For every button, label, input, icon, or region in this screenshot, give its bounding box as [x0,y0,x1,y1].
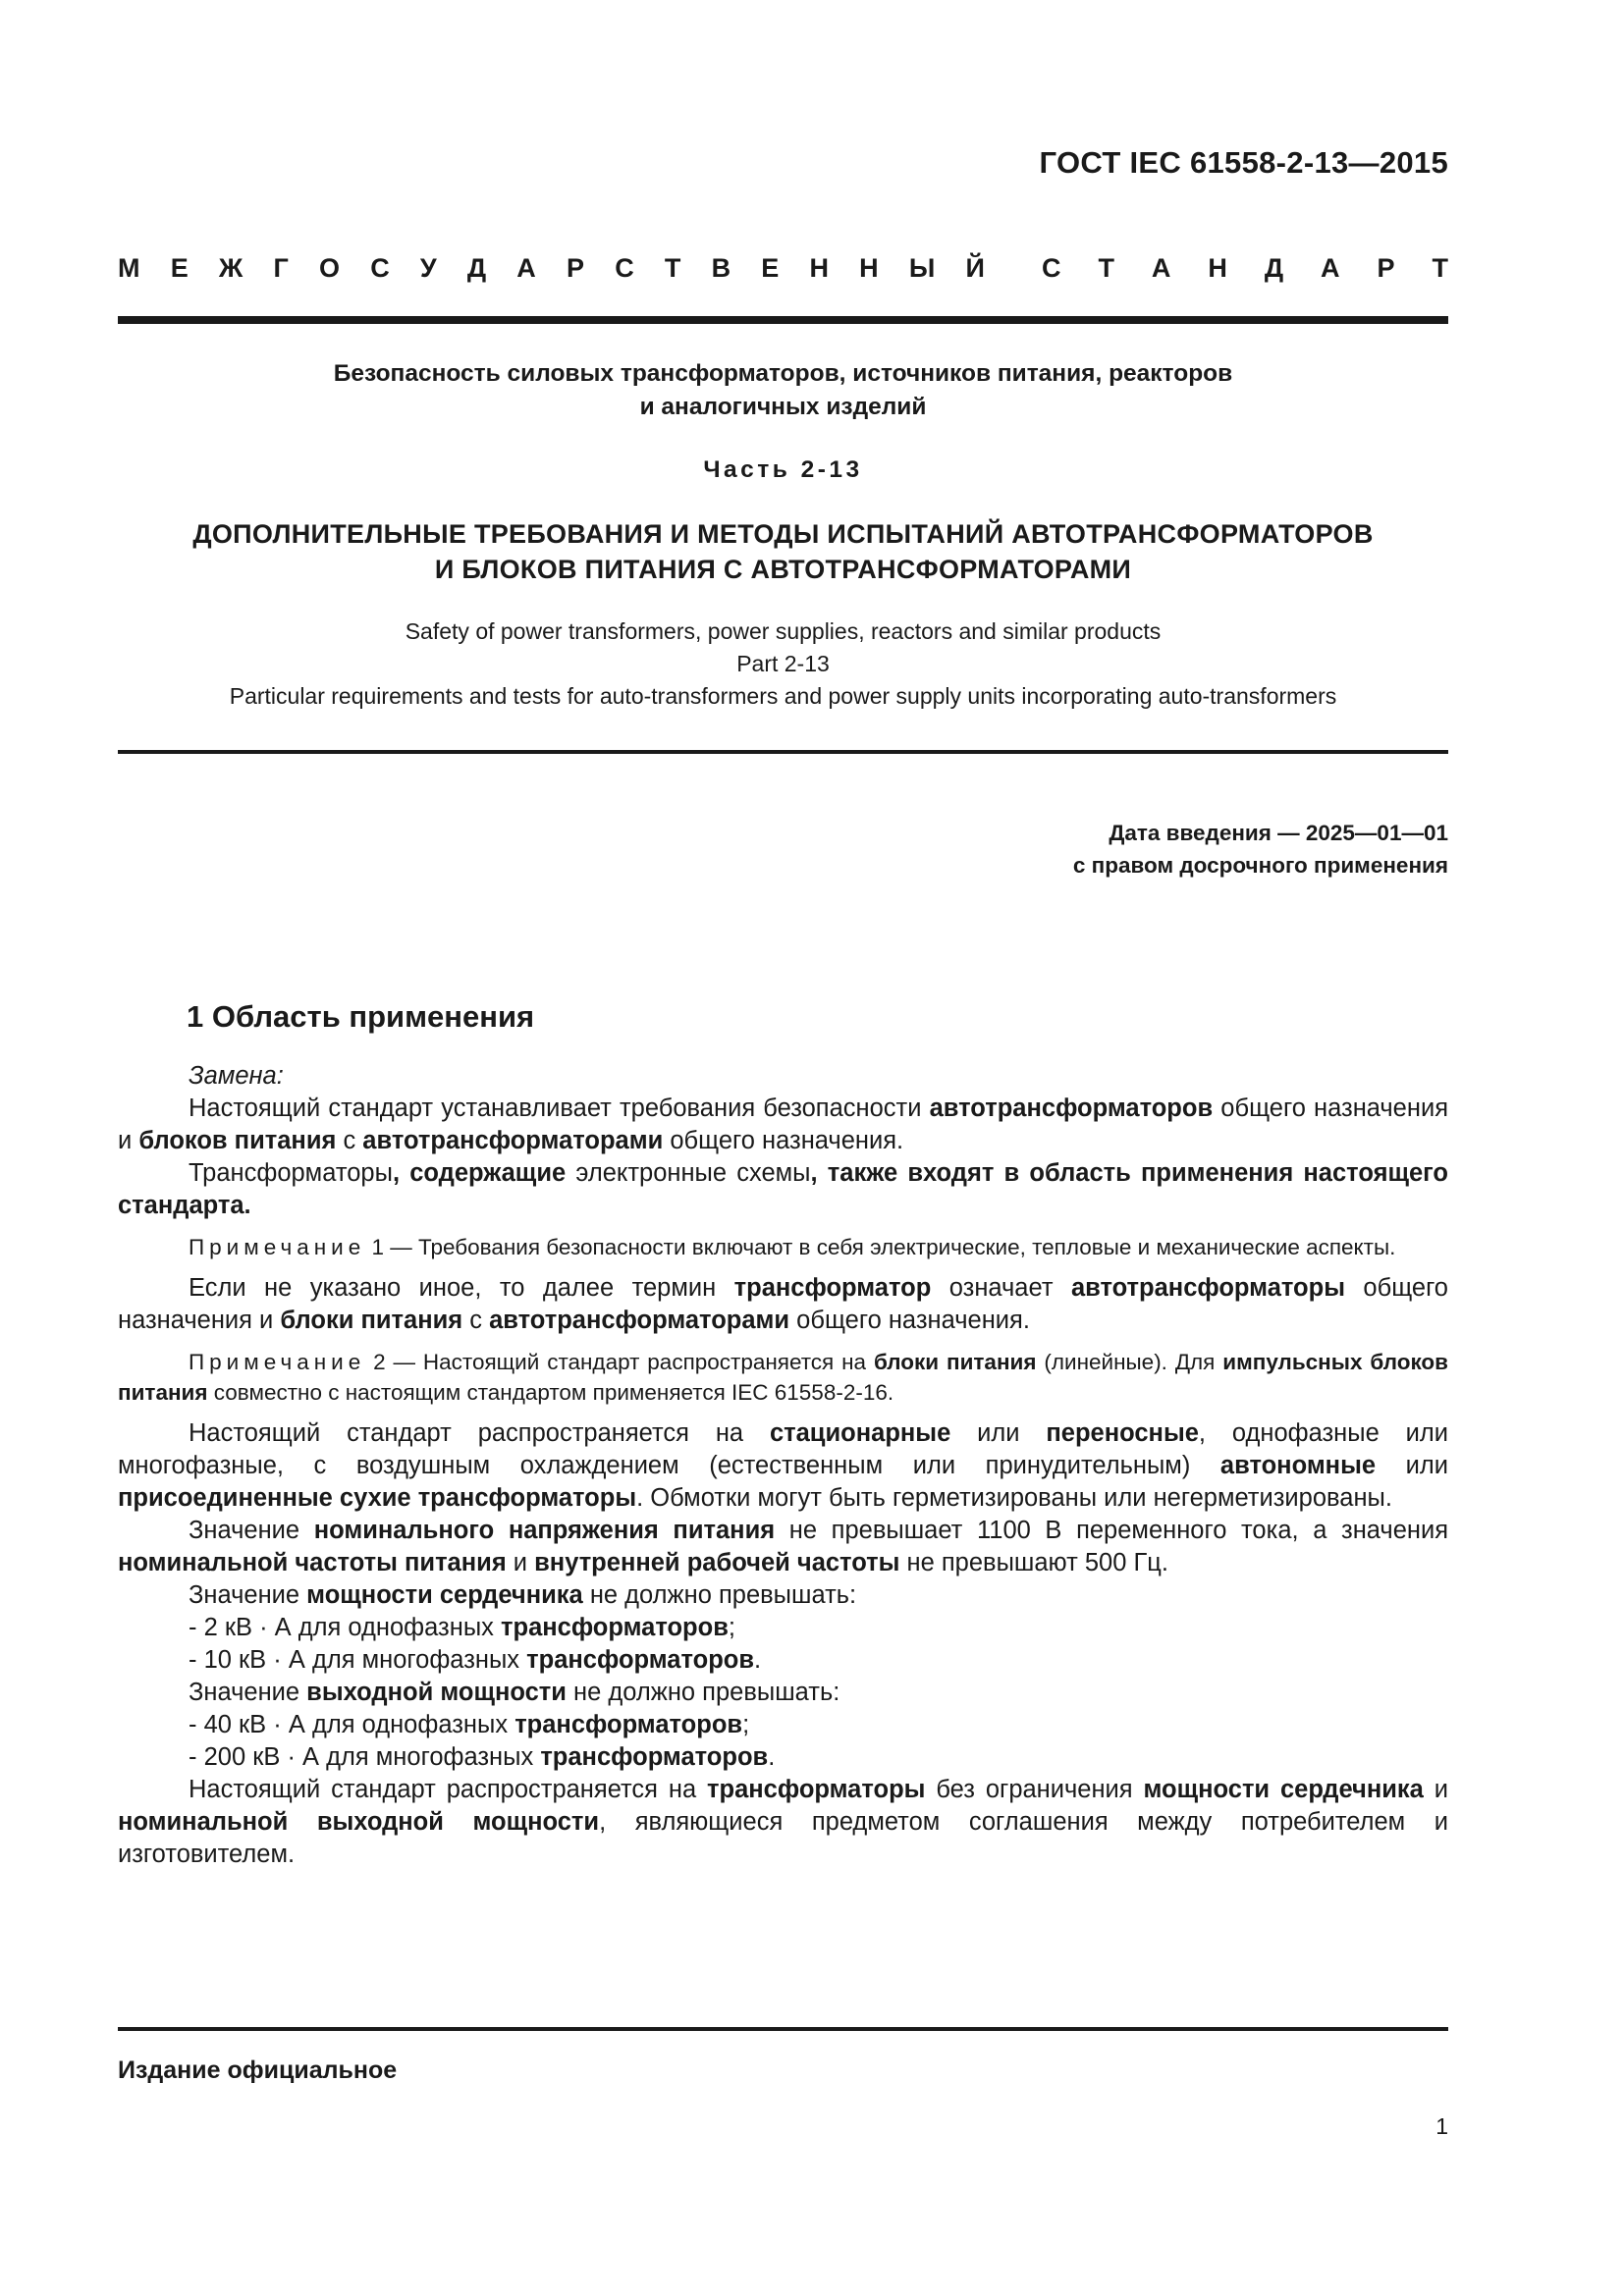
banner-letter: А [1321,253,1340,283]
russian-title-line-2: и аналогичных изделий [639,394,927,420]
paragraph: Трансформаторы, содержащие электронные схемы, также входят в область применения настоящего стандарта. [118,1159,1449,1219]
list-item: - 2 кВ · А для однофазных трансформаторов; [189,1614,735,1641]
russian-subtitle-line-2: И БЛОКОВ ПИТАНИЯ С АВТОТРАНСФОРМАТОРАМИ [434,555,1132,584]
list-item: - 200 кВ · А для многофазных трансформаторов. [189,1743,776,1771]
bold-term: стационарные [769,1419,951,1447]
english-title-line-1: Safety of power transformers, power supplies, reactors and similar products [405,618,1162,644]
document-number: ГОСТ IEC 61558-2-13—2015 [1039,145,1448,180]
interstate-word [118,253,985,284]
banner-letter: В [711,253,731,283]
paragraph: Значение мощности сердечника не должно превышать: [189,1581,857,1609]
bold-term: мощности сердечника [1143,1776,1424,1803]
russian-title [118,357,1448,424]
banner-letter: Т [1098,253,1114,283]
banner-letter: О [318,253,340,283]
note-label: Примечание [189,1235,366,1259]
bold-term: , также входят в область применения настоящего стандарта. [118,1159,1449,1219]
banner-letter: С [370,253,390,283]
banner-letter: Й [965,253,985,283]
bold-term: внутренней рабочей частоты [534,1549,900,1576]
bold-term: автотрансформаторами [362,1127,664,1154]
note-2 [118,1347,1448,1408]
top-thick-rule [118,316,1448,324]
banner-letter: А [516,253,536,283]
bold-term: номинальной частоты питания [118,1549,507,1576]
banner-letter: А [1151,253,1171,283]
replace-label: Замена: [189,1062,284,1090]
banner-letter: Д [1264,253,1284,283]
banner-letter: Е [170,253,189,283]
english-title-line-3: Particular requirements and tests for auto-transformers and power supply units incorporating auto-transformers [229,683,1337,709]
section-body [118,1060,1448,1871]
banner-letter: С [1042,253,1061,283]
paragraph: Настоящий стандарт распространяется на стационарные или переносные, однофазные или многофазные, с воздушным охлаждением (естественным или принудительным) автономные или присоединенные сухие трансформаторы. Обмотки могут быть герметизированы или негерметизированы. [118,1419,1449,1512]
bold-term: импульсных блоков питания [118,1350,1449,1405]
paragraph: Если не указано иное, то далее термин трансформатор означает автотрансформаторы общего назначения и блоки питания с автотрансформаторами общего назначения. [118,1274,1448,1334]
section-heading: 1 Область применения [187,999,535,1034]
paragraph: Значение выходной мощности не должно превышать: [189,1679,840,1706]
paragraph: Настоящий стандарт устанавливает требования безопасности автотрансформаторов общего назначения и блоков питания с автотрансформаторами общего назначения. [118,1095,1448,1154]
russian-subtitle [118,516,1448,587]
banner-letter: Т [664,253,681,283]
banner-letter: У [419,253,437,283]
banner-letter: Е [761,253,780,283]
bold-term: блоки питания [280,1307,463,1334]
list-item: - 40 кВ · А для однофазных трансформаторов; [189,1711,750,1738]
standard-word [1042,253,1448,284]
banner-letter: С [615,253,634,283]
english-title [118,615,1448,713]
bold-term: автотрансформаторами [489,1307,790,1334]
banner-letter: Н [809,253,829,283]
bold-term: номинального напряжения питания [313,1517,776,1544]
official-edition-label: Издание официальное [118,2056,398,2084]
note-label: Примечание [189,1350,366,1374]
bold-term: трансформаторов [501,1614,729,1641]
banner-letter: Г [273,253,289,283]
introduction-date: Дата введения — 2025—01—01 [1109,821,1448,845]
bold-term: трансформаторы [707,1776,926,1803]
bold-term: трансформаторов [540,1743,769,1771]
page-number: 1 [1435,2113,1448,2139]
bold-term: , содержащие [392,1159,576,1187]
banner-letter: Ж [218,253,244,283]
introduction-date-block [1073,817,1448,881]
english-title-line-2: Part 2-13 [736,651,830,676]
bold-term: автотрансформаторы [1070,1274,1345,1302]
russian-title-line-1: Безопасность силовых трансформаторов, источников питания, реакторов [333,360,1233,387]
interstate-standard-banner [118,253,1448,284]
bold-term: трансформаторов [514,1711,743,1738]
banner-letter: Н [859,253,879,283]
bold-term: мощности сердечника [306,1581,583,1609]
banner-letter: Р [1377,253,1395,283]
banner-letter: Н [1208,253,1227,283]
bold-term: трансформатор [733,1274,932,1302]
paragraph: Значение номинального напряжения питания не превышает 1100 В переменного тока, а значения номинальной частоты питания и внутренней рабочей частоты не превышают 500 Гц. [118,1517,1449,1576]
banner-letter: М [118,253,140,283]
note-text: 1 — Требования безопасности включают в себя электрические, тепловые и механические аспекты. [365,1235,1396,1259]
document-page [118,0,1448,2296]
banner-letter: Т [1432,253,1448,283]
bold-term: переносные [1046,1419,1199,1447]
banner-letter: Ы [908,253,936,283]
bold-term: присоединенные сухие трансформаторы [118,1484,637,1512]
title-separator-rule [118,750,1448,754]
early-application-note: с правом досрочного применения [1072,853,1448,878]
note-text: 2 — Настоящий стандарт распространяется на блоки питания (линейные). Для импульсных блоков питания совместно с настоящим стандартом применяется IEC 61558-2-16. [118,1350,1449,1405]
bold-term: трансформаторов [526,1646,755,1674]
bold-term: номинальной выходной мощности [118,1808,600,1836]
footer-rule [118,2027,1448,2031]
note-1 [118,1232,1448,1262]
russian-subtitle-line-1: ДОПОЛНИТЕЛЬНЫЕ ТРЕБОВАНИЯ И МЕТОДЫ ИСПЫТАНИЙ АВТОТРАНСФОРМАТОРОВ [192,519,1374,549]
bold-term: автономные [1219,1452,1377,1479]
bold-term: автотрансформаторов [929,1095,1214,1122]
part-label: Часть 2-13 [703,456,863,483]
list-item: - 10 кВ · А для многофазных трансформаторов. [189,1646,762,1674]
banner-letter: Р [566,253,584,283]
bold-term: блоки питания [873,1350,1037,1374]
banner-letter: Д [466,253,487,283]
bold-term: блоков питания [138,1127,337,1154]
bold-term: выходной мощности [306,1679,567,1706]
paragraph: Настоящий стандарт распространяется на трансформаторы без ограничения мощности сердечника и номинальной выходной мощности, являющиеся предметом соглашения между потребителем и изготовителем. [118,1776,1448,1868]
